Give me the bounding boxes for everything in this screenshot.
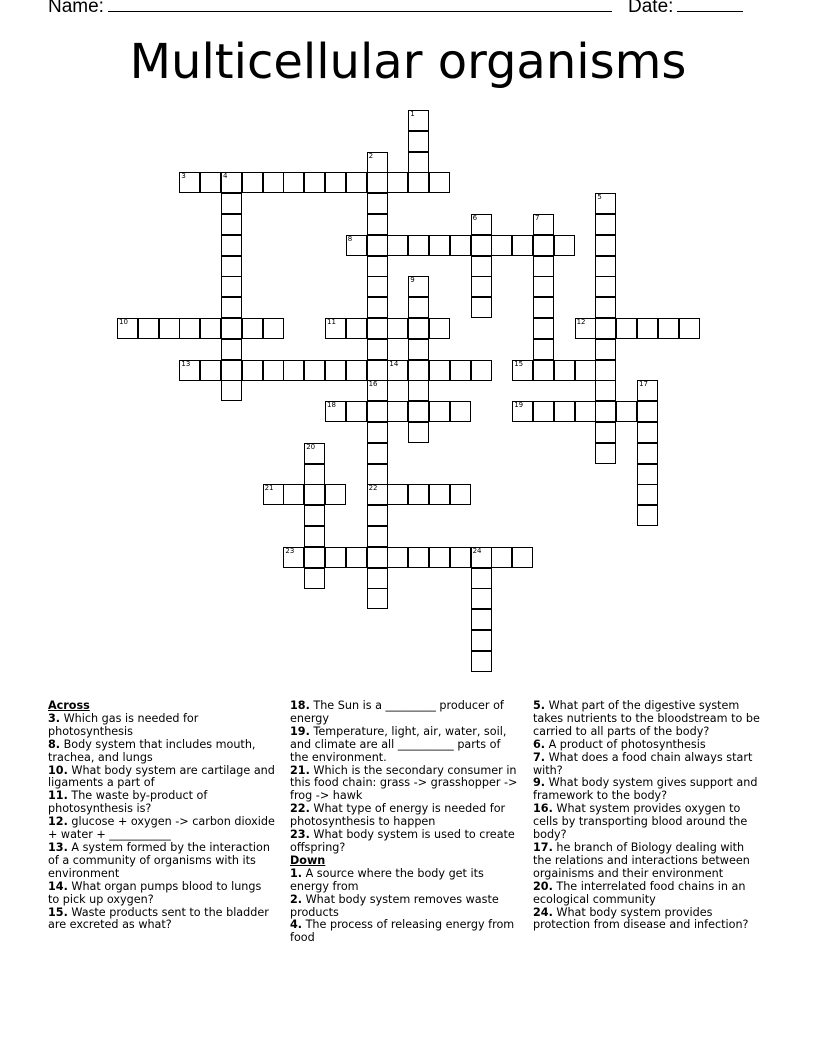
clue-text: What type of energy is needed for photosynthesis to happen	[290, 802, 506, 829]
grid-cell[interactable]	[325, 172, 346, 193]
grid-cell[interactable]	[595, 276, 616, 297]
grid-cell[interactable]	[367, 568, 388, 589]
grid-cell[interactable]	[200, 172, 221, 193]
clue-text: Which is the secondary consumer in this food chain: grass -> grasshopper -> frog -> hawk	[290, 763, 518, 803]
grid-cell[interactable]	[304, 360, 325, 381]
grid-cell[interactable]	[408, 276, 429, 297]
grid-cell[interactable]	[221, 276, 242, 297]
clue-number-label: 14.	[48, 879, 68, 893]
clue-number: 9	[410, 276, 415, 285]
clue-number-label: 1.	[290, 866, 303, 880]
clue-number-label: 18.	[290, 699, 310, 712]
grid-cell[interactable]	[408, 484, 429, 505]
grid-cell[interactable]	[491, 235, 512, 256]
grid-cell[interactable]	[408, 422, 429, 443]
grid-cell[interactable]	[325, 401, 346, 422]
grid-cell[interactable]	[575, 360, 596, 381]
clue-text: What body system removes waste products	[290, 892, 499, 919]
grid-cell[interactable]	[367, 276, 388, 297]
grid-cell[interactable]	[367, 505, 388, 526]
grid-cell[interactable]	[533, 401, 554, 422]
grid-cell[interactable]	[117, 318, 138, 339]
grid-cell[interactable]	[263, 172, 284, 193]
grid-cell[interactable]	[325, 484, 346, 505]
clue-number: 1	[410, 110, 415, 118]
grid-cell[interactable]	[221, 256, 242, 277]
clue-text: The process of releasing energy from food	[290, 918, 515, 945]
grid-cell[interactable]	[367, 339, 388, 360]
clue-text: A product of photosynthesis	[545, 737, 706, 751]
clue-number: 23	[285, 546, 295, 555]
clue-text: The Sun is a _________ producer of energy	[290, 699, 504, 725]
clue-item	[533, 842, 765, 881]
clue-number: 4	[223, 172, 228, 181]
clues-column-2	[290, 700, 518, 945]
clue-number: 17	[639, 380, 648, 389]
clues-column-3	[533, 700, 765, 932]
grid-cell[interactable]	[221, 380, 242, 401]
grid-cell[interactable]	[471, 297, 492, 318]
clue-number-label: 21.	[290, 763, 310, 777]
clue-number: 13	[181, 359, 191, 368]
grid-cell[interactable]	[471, 214, 492, 235]
name-label: Name:	[48, 0, 104, 17]
clue-number: 5	[597, 193, 602, 202]
clue-number-label: 8.	[48, 737, 61, 751]
grid-cell[interactable]	[367, 193, 388, 214]
grid-cell[interactable]	[429, 401, 450, 422]
grid-cell[interactable]	[387, 318, 408, 339]
clue-text: What does a food chain always start with?	[533, 750, 753, 777]
grid-cell[interactable]	[408, 547, 429, 568]
grid-cell[interactable]	[471, 256, 492, 277]
grid-cell[interactable]	[387, 401, 408, 422]
grid-cell[interactable]	[408, 110, 429, 131]
grid-cell[interactable]	[471, 547, 492, 568]
grid-cell[interactable]	[429, 172, 450, 193]
clue-number: 7	[535, 214, 540, 222]
clue-item	[48, 881, 276, 907]
grid-cell[interactable]	[221, 235, 242, 256]
grid-cell[interactable]	[533, 276, 554, 297]
grid-cell[interactable]	[450, 401, 471, 422]
grid-cell[interactable]	[304, 547, 325, 568]
clue-text: What system provides oxygen to cells by transporting blood around the body?	[533, 802, 748, 842]
grid-cell[interactable]	[408, 131, 429, 152]
grid-cell[interactable]	[533, 318, 554, 339]
clue-item	[290, 868, 518, 894]
grid-cell[interactable]	[346, 401, 367, 422]
grid-cell[interactable]	[408, 380, 429, 401]
clue-item	[290, 803, 518, 829]
grid-cell[interactable]	[367, 443, 388, 464]
grid-cell[interactable]	[408, 401, 429, 422]
clue-number: 12	[576, 318, 586, 326]
grid-cell[interactable]	[346, 235, 367, 256]
clue-text: What part of the digestive system takes nutrients to the bloodstream to be carried to all parts of the body?	[533, 699, 760, 738]
grid-cell[interactable]	[263, 360, 284, 381]
grid-cell[interactable]	[221, 297, 242, 318]
grid-cell[interactable]	[450, 235, 471, 256]
grid-cell[interactable]	[595, 318, 616, 339]
grid-cell[interactable]	[346, 360, 367, 381]
grid-cell[interactable]	[471, 588, 492, 609]
clue-number: 22	[368, 484, 378, 493]
clue-number: 14	[389, 359, 399, 368]
clue-item	[533, 881, 765, 907]
clue-text: Body system that includes mouth, trachea, and lungs	[48, 737, 256, 764]
grid-cell[interactable]	[138, 318, 159, 339]
grid-cell[interactable]	[367, 256, 388, 277]
clue-item	[533, 907, 765, 933]
grid-cell[interactable]	[658, 318, 679, 339]
clues-column-1	[48, 700, 276, 932]
clue-item	[290, 765, 518, 804]
grid-cell[interactable]	[387, 547, 408, 568]
grid-cell[interactable]	[408, 235, 429, 256]
clue-text: What organ pumps blood to lungs to pick up oxygen?	[48, 879, 262, 906]
grid-cell[interactable]	[533, 339, 554, 360]
grid-cell[interactable]	[325, 318, 346, 339]
grid-cell[interactable]	[325, 360, 346, 381]
grid-cell[interactable]	[304, 526, 325, 547]
grid-cell[interactable]	[637, 484, 658, 505]
clue-number: 20	[306, 442, 316, 451]
grid-cell[interactable]	[367, 547, 388, 568]
page-title: Multicellular organisms	[129, 34, 687, 90]
grid-cell[interactable]	[471, 651, 492, 672]
clue-text: Which gas is needed for photosynthesis	[48, 711, 199, 738]
grid-cell[interactable]	[429, 547, 450, 568]
grid-cell[interactable]	[242, 172, 263, 193]
clue-number-label: 24.	[533, 905, 553, 919]
clue-number-label: 7.	[533, 750, 546, 764]
grid-cell[interactable]	[242, 360, 263, 381]
grid-cell[interactable]	[637, 443, 658, 464]
clue-number: 15	[514, 359, 524, 368]
grid-cell[interactable]	[304, 464, 325, 485]
grid-cell[interactable]	[159, 318, 180, 339]
clue-item	[48, 816, 276, 842]
clue-number: 24	[472, 546, 482, 555]
grid-cell[interactable]	[679, 318, 700, 339]
clue-item	[48, 790, 276, 816]
clue-item	[533, 700, 765, 739]
grid-cell[interactable]	[346, 318, 367, 339]
grid-cell[interactable]	[429, 318, 450, 339]
clue-item	[48, 907, 276, 933]
clue-number-label: 6.	[533, 737, 546, 751]
grid-cell[interactable]	[408, 152, 429, 173]
clue-number-label: 17.	[533, 840, 553, 854]
clue-text: A system formed by the interaction of a community of organisms with its environment	[48, 840, 270, 880]
clue-number-label: 23.	[290, 828, 310, 842]
clue-number: 19	[514, 401, 524, 410]
clue-text: he branch of Biology dealing with the relations and interactions between orgainisms and their environment	[533, 840, 750, 880]
grid-cell[interactable]	[554, 401, 575, 422]
grid-cell[interactable]	[221, 339, 242, 360]
grid-cell[interactable]	[595, 422, 616, 443]
clue-number: 2	[368, 151, 374, 160]
grid-cell[interactable]	[512, 547, 533, 568]
grid-cell[interactable]	[471, 609, 492, 630]
grid-cell[interactable]	[491, 547, 512, 568]
clue-item	[533, 803, 765, 842]
grid-cell[interactable]	[637, 380, 658, 401]
grid-cell[interactable]	[512, 401, 533, 422]
grid-cell[interactable]	[367, 297, 388, 318]
date-label: Date:	[628, 0, 674, 17]
grid-cell[interactable]	[637, 505, 658, 526]
grid-cell[interactable]	[263, 484, 284, 505]
grid-cell[interactable]	[595, 339, 616, 360]
grid-cell[interactable]	[575, 318, 596, 339]
clue-item	[48, 713, 276, 739]
clue-text: A source where the body get its energy from	[290, 866, 484, 893]
clue-item	[290, 894, 518, 920]
grid-cell[interactable]	[408, 297, 429, 318]
clue-item	[290, 726, 518, 765]
grid-cell[interactable]	[616, 401, 637, 422]
clue-number-label: 4.	[290, 918, 303, 932]
grid-cell[interactable]	[595, 401, 616, 422]
clue-number: 8	[347, 234, 353, 243]
grid-cell[interactable]	[367, 360, 388, 381]
grid-cell[interactable]	[304, 172, 325, 193]
grid-cell[interactable]	[533, 297, 554, 318]
grid-cell[interactable]	[200, 318, 221, 339]
clue-item	[48, 842, 276, 881]
grid-cell[interactable]	[637, 464, 658, 485]
grid-cell[interactable]	[595, 443, 616, 464]
grid-cell[interactable]	[367, 152, 388, 173]
grid-cell[interactable]	[637, 318, 658, 339]
grid-cell[interactable]	[554, 360, 575, 381]
grid-cell[interactable]	[346, 172, 367, 193]
grid-cell[interactable]	[471, 630, 492, 651]
clue-text: What body system is used to create offspring?	[290, 828, 515, 854]
grid-cell[interactable]	[429, 360, 450, 381]
grid-cell[interactable]	[367, 526, 388, 547]
grid-cell[interactable]	[367, 422, 388, 443]
grid-cell[interactable]	[533, 235, 554, 256]
clue-item	[290, 919, 518, 945]
grid-cell[interactable]	[304, 505, 325, 526]
clue-number-label: 9.	[533, 776, 546, 790]
clue-number-label: 10.	[48, 763, 68, 777]
clue-number-label: 19.	[290, 724, 310, 738]
clue-number-label: 3.	[48, 711, 61, 725]
grid-cell[interactable]	[408, 339, 429, 360]
grid-cell[interactable]	[595, 193, 616, 214]
grid-cell[interactable]	[179, 360, 200, 381]
grid-cell[interactable]	[179, 318, 200, 339]
clue-item	[533, 777, 765, 803]
clue-text: What body system provides protection from disease and infection?	[533, 905, 749, 932]
clue-number-label: 11.	[48, 789, 68, 803]
clue-item	[290, 700, 518, 726]
grid-cell[interactable]	[387, 484, 408, 505]
grid-cell[interactable]	[179, 172, 200, 193]
clue-number: 6	[472, 214, 478, 222]
grid-cell[interactable]	[221, 360, 242, 381]
grid-cell[interactable]	[387, 172, 408, 193]
grid-cell[interactable]	[304, 484, 325, 505]
grid-cell[interactable]	[471, 360, 492, 381]
clue-text: glucose + oxygen -> carbon dioxide + water + ___________	[48, 815, 275, 842]
clue-text: The waste by-product of photosynthesis is?	[48, 789, 208, 816]
grid-cell[interactable]	[429, 235, 450, 256]
across-heading: Across	[48, 699, 90, 712]
clue-item	[533, 752, 765, 778]
clue-number-label: 15.	[48, 905, 68, 919]
grid-cell[interactable]	[367, 401, 388, 422]
grid-cell[interactable]	[471, 276, 492, 297]
grid-cell[interactable]	[221, 318, 242, 339]
grid-cell[interactable]	[408, 360, 429, 381]
clue-number-label: 16.	[533, 802, 553, 816]
grid-cell[interactable]	[283, 547, 304, 568]
grid-cell[interactable]	[304, 443, 325, 464]
grid-cell[interactable]	[283, 360, 304, 381]
grid-cell[interactable]	[367, 214, 388, 235]
grid-cell[interactable]	[346, 547, 367, 568]
grid-cell[interactable]	[471, 235, 492, 256]
grid-cell[interactable]	[637, 401, 658, 422]
grid-cell[interactable]	[595, 380, 616, 401]
grid-cell[interactable]	[595, 256, 616, 277]
grid-cell[interactable]	[221, 214, 242, 235]
grid-cell[interactable]	[283, 172, 304, 193]
grid-cell[interactable]	[575, 401, 596, 422]
clue-number: 21	[264, 484, 274, 493]
clue-number: 3	[181, 172, 186, 181]
grid-cell[interactable]	[616, 318, 637, 339]
clue-number: 16	[368, 380, 378, 389]
grid-cell[interactable]	[408, 318, 429, 339]
grid-cell[interactable]	[637, 422, 658, 443]
grid-cell[interactable]	[512, 235, 533, 256]
grid-cell[interactable]	[263, 318, 284, 339]
clue-text: Temperature, light, air, water, soil, and climate are all __________ parts of the environment.	[290, 724, 507, 764]
clue-item	[290, 829, 518, 855]
grid-cell[interactable]	[367, 464, 388, 485]
clue-number-label: 2.	[290, 892, 303, 906]
down-heading: Down	[290, 853, 326, 867]
grid-cell[interactable]	[450, 360, 471, 381]
clue-number: 11	[327, 318, 336, 326]
clue-text: What body system are cartilage and ligaments a part of	[48, 763, 275, 790]
grid-cell[interactable]	[533, 214, 554, 235]
grid-cell[interactable]	[283, 484, 304, 505]
clue-number-label: 20.	[533, 879, 553, 893]
grid-cell[interactable]	[367, 484, 388, 505]
grid-cell[interactable]	[367, 172, 388, 193]
grid-cell[interactable]	[429, 484, 450, 505]
grid-cell[interactable]	[367, 235, 388, 256]
grid-cell[interactable]	[387, 360, 408, 381]
grid-cell[interactable]	[533, 256, 554, 277]
clue-number-label: 13.	[48, 840, 68, 854]
clue-number: 10	[119, 318, 128, 326]
grid-cell[interactable]	[242, 318, 263, 339]
clue-number-label: 12.	[48, 815, 68, 829]
clue-number-label: 5.	[533, 699, 546, 712]
grid-cell[interactable]	[595, 360, 616, 381]
grid-cell[interactable]	[200, 360, 221, 381]
grid-cell[interactable]	[450, 484, 471, 505]
grid-cell[interactable]	[595, 214, 616, 235]
grid-cell[interactable]	[554, 235, 575, 256]
grid-cell[interactable]	[595, 297, 616, 318]
clue-text: The interrelated food chains in an ecological community	[533, 879, 746, 906]
clue-text: Waste products sent to the bladder are excreted as what?	[48, 905, 269, 932]
grid-cell[interactable]	[408, 172, 429, 193]
grid-cell[interactable]	[367, 380, 388, 401]
grid-cell[interactable]	[221, 193, 242, 214]
grid-cell[interactable]	[595, 235, 616, 256]
grid-cell[interactable]	[512, 360, 533, 381]
grid-cell[interactable]	[325, 547, 346, 568]
grid-cell[interactable]	[367, 588, 388, 609]
grid-cell[interactable]	[367, 318, 388, 339]
grid-cell[interactable]	[471, 568, 492, 589]
clue-number: 18	[327, 401, 336, 410]
grid-cell[interactable]	[304, 568, 325, 589]
grid-cell[interactable]	[387, 235, 408, 256]
clue-text: What body system gives support and framework to the body?	[533, 776, 758, 803]
clue-item	[48, 765, 276, 791]
grid-cell[interactable]	[450, 547, 471, 568]
grid-cell[interactable]	[221, 172, 242, 193]
clue-number-label: 22.	[290, 802, 310, 816]
grid-cell[interactable]	[533, 360, 554, 381]
clue-item	[48, 739, 276, 765]
